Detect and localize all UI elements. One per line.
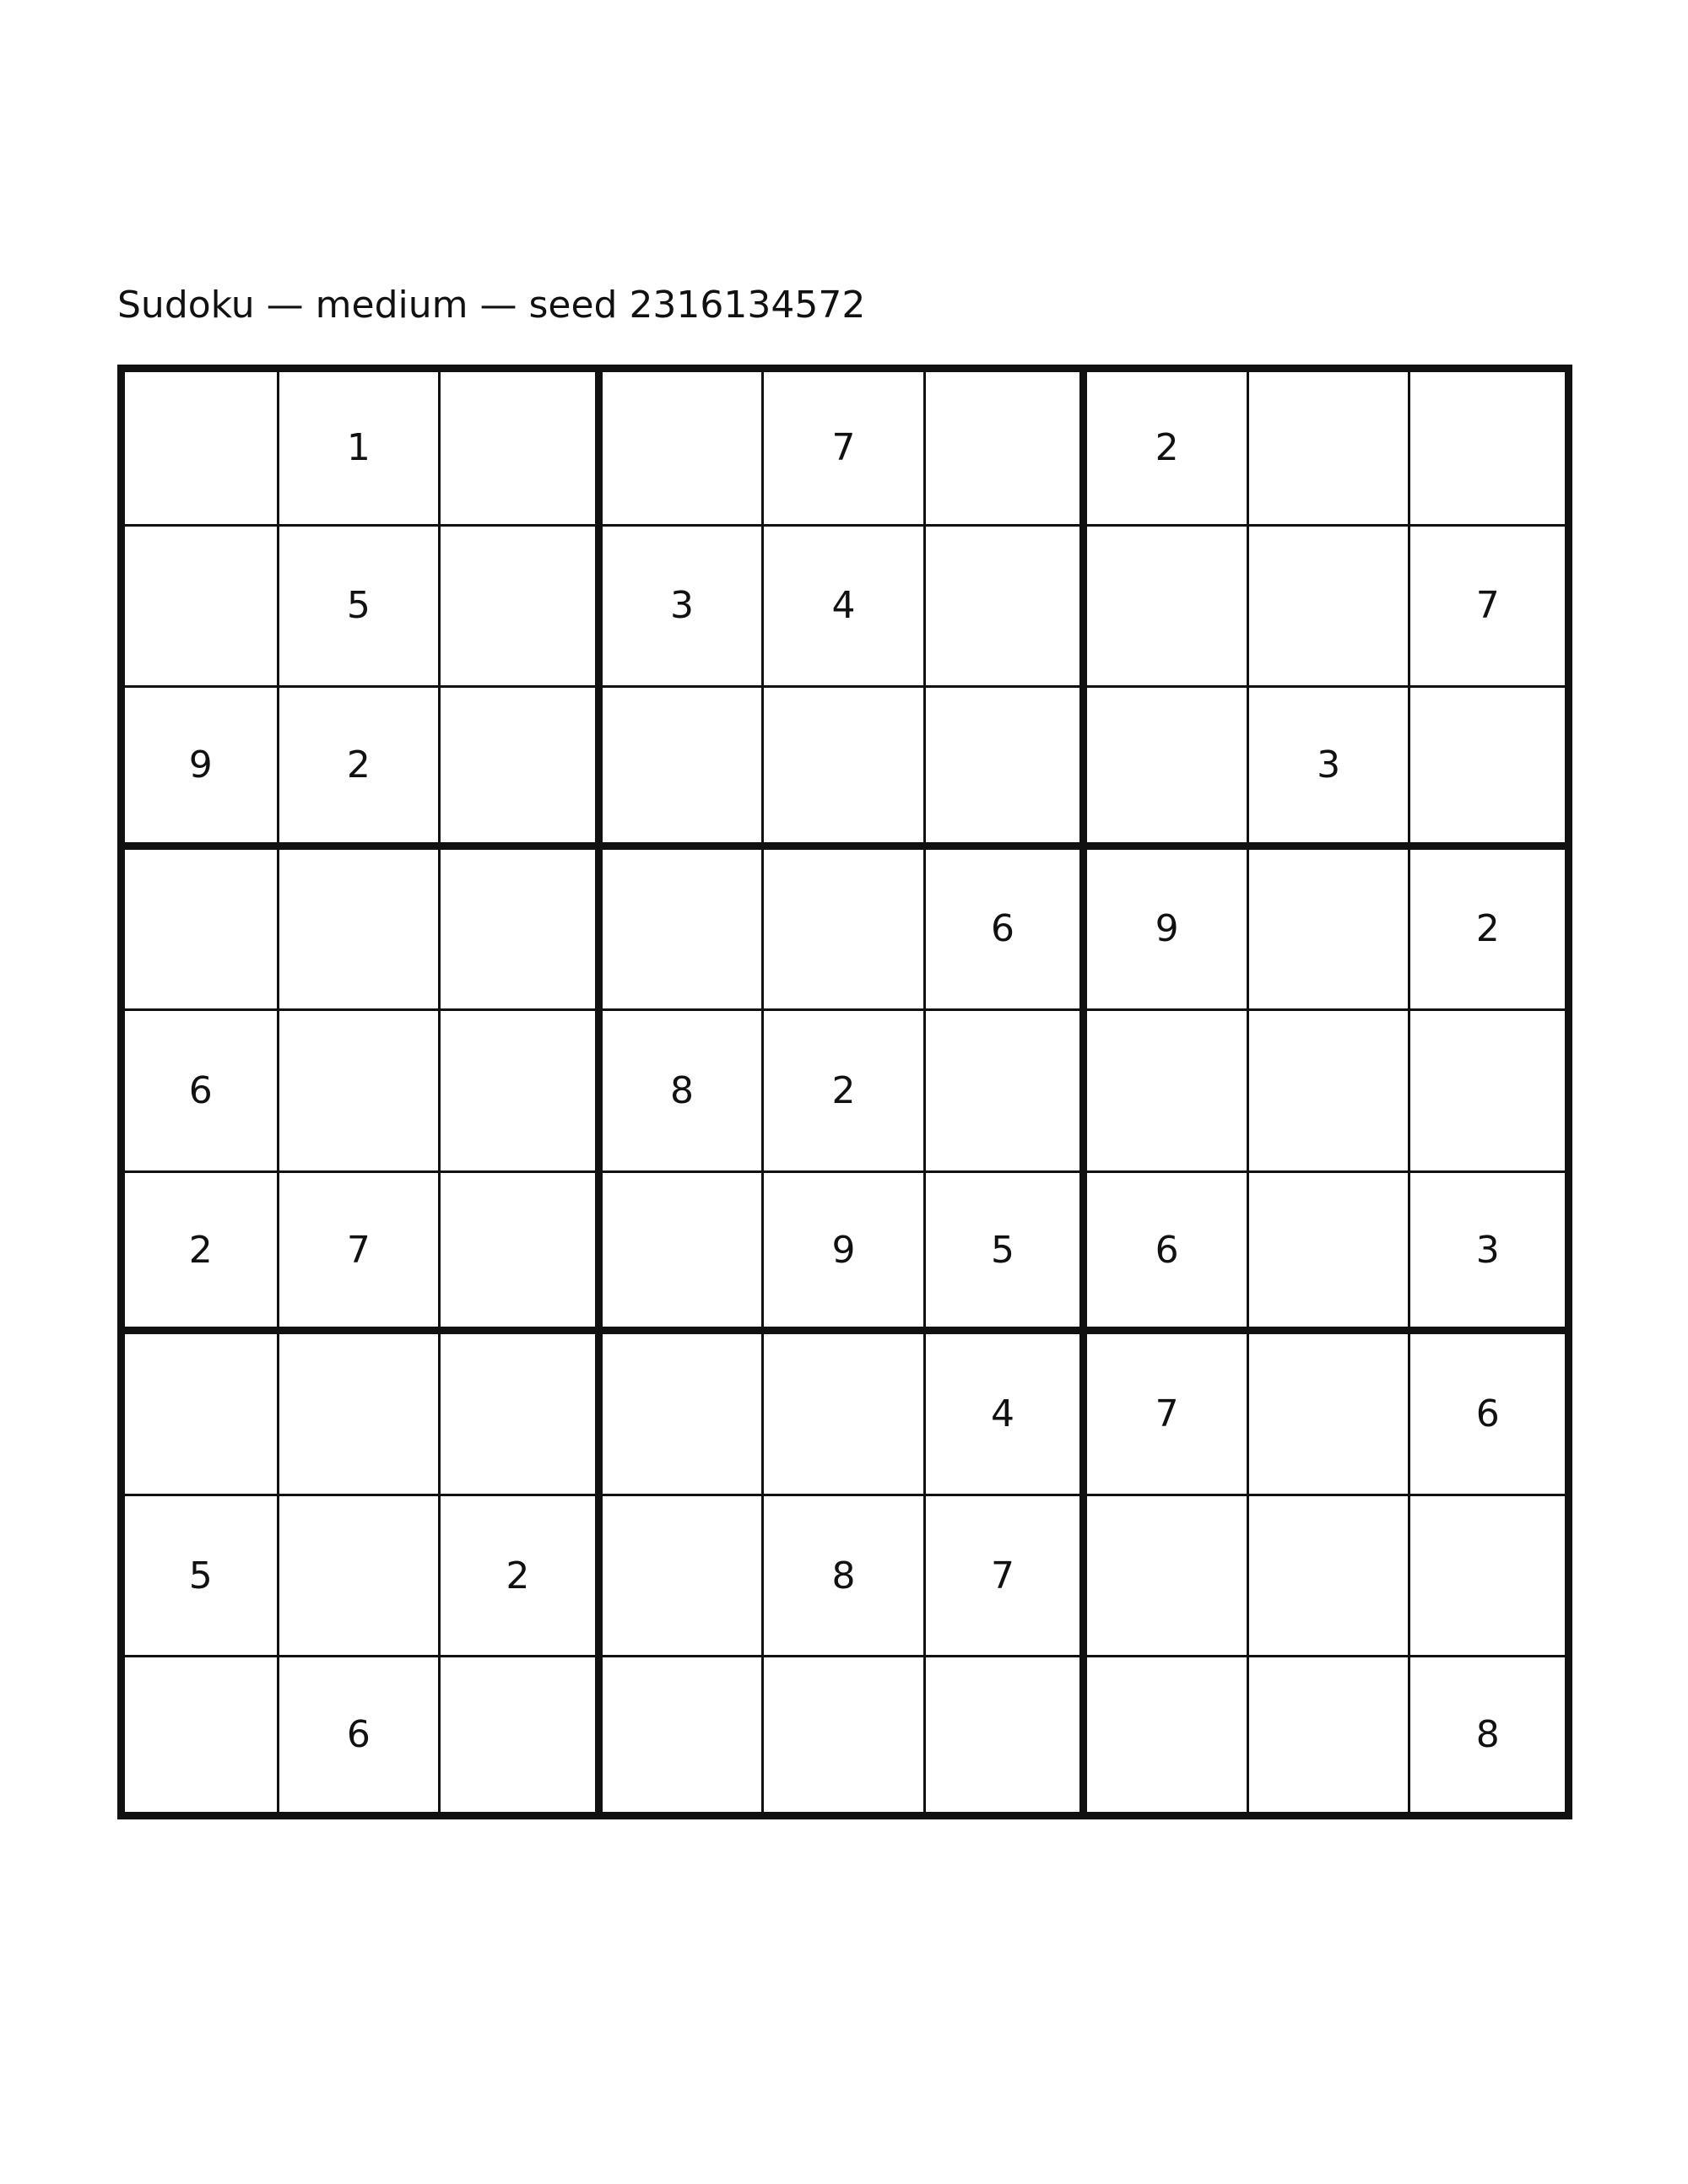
- sudoku-cell[interactable]: [117, 527, 279, 689]
- sudoku-cell[interactable]: [279, 850, 441, 1012]
- sudoku-cell[interactable]: 6: [1087, 1173, 1249, 1335]
- sudoku-cell[interactable]: 5: [117, 1496, 279, 1658]
- sudoku-cell[interactable]: [1249, 1657, 1411, 1819]
- sudoku-cell[interactable]: [117, 1657, 279, 1819]
- sudoku-cell[interactable]: [441, 1334, 603, 1496]
- sudoku-cell[interactable]: 7: [1087, 1334, 1249, 1496]
- sudoku-cell[interactable]: [764, 1657, 926, 1819]
- sudoku-cell[interactable]: [1249, 1334, 1411, 1496]
- sudoku-cell[interactable]: [603, 1173, 765, 1335]
- sudoku-cell[interactable]: [441, 850, 603, 1012]
- sudoku-cell[interactable]: [1249, 850, 1411, 1012]
- sudoku-cell[interactable]: [603, 1496, 765, 1658]
- sudoku-cell[interactable]: 9: [764, 1173, 926, 1335]
- sudoku-cell[interactable]: 6: [1410, 1334, 1572, 1496]
- sudoku-grid: [117, 365, 1572, 1819]
- sudoku-cell[interactable]: 6: [117, 1011, 279, 1173]
- sudoku-cell[interactable]: [1087, 1011, 1249, 1173]
- sudoku-cell[interactable]: [764, 850, 926, 1012]
- sudoku-cell[interactable]: [1249, 1011, 1411, 1173]
- sudoku-cell[interactable]: 7: [1410, 527, 1572, 689]
- sudoku-cell[interactable]: [1410, 365, 1572, 527]
- sudoku-cell[interactable]: [764, 1334, 926, 1496]
- sudoku-cell[interactable]: [279, 1334, 441, 1496]
- sudoku-cell[interactable]: [117, 850, 279, 1012]
- sudoku-cell[interactable]: [1087, 1657, 1249, 1819]
- sudoku-cell[interactable]: 9: [117, 688, 279, 850]
- sudoku-cell[interactable]: [117, 1334, 279, 1496]
- sudoku-cell[interactable]: [603, 688, 765, 850]
- sudoku-cell[interactable]: 7: [279, 1173, 441, 1335]
- sudoku-cell[interactable]: [603, 1334, 765, 1496]
- sudoku-cell[interactable]: 6: [279, 1657, 441, 1819]
- sudoku-cell[interactable]: [279, 1011, 441, 1173]
- sudoku-cell[interactable]: [926, 688, 1088, 850]
- sudoku-cell[interactable]: [441, 1011, 603, 1173]
- sudoku-cell[interactable]: 3: [603, 527, 765, 689]
- sudoku-cell[interactable]: 1: [279, 365, 441, 527]
- sudoku-cell[interactable]: [441, 1173, 603, 1335]
- puzzle-title: Sudoku — medium — seed 2316134572: [117, 284, 866, 327]
- sudoku-cell[interactable]: [1249, 527, 1411, 689]
- sudoku-cell[interactable]: 3: [1410, 1173, 1572, 1335]
- sudoku-cell[interactable]: [1087, 527, 1249, 689]
- sudoku-cell[interactable]: [603, 850, 765, 1012]
- sudoku-cell[interactable]: [117, 365, 279, 527]
- sudoku-cell[interactable]: [1087, 688, 1249, 850]
- sudoku-cell[interactable]: 8: [1410, 1657, 1572, 1819]
- sudoku-cell[interactable]: 7: [926, 1496, 1088, 1658]
- sudoku-cell[interactable]: 8: [764, 1496, 926, 1658]
- sudoku-cell[interactable]: [603, 365, 765, 527]
- sudoku-cell[interactable]: [441, 365, 603, 527]
- sudoku-cell[interactable]: [1410, 1496, 1572, 1658]
- sudoku-cell[interactable]: 5: [279, 527, 441, 689]
- sudoku-cell[interactable]: 4: [764, 527, 926, 689]
- sudoku-cell[interactable]: 3: [1249, 688, 1411, 850]
- sudoku-cell[interactable]: [926, 1011, 1088, 1173]
- sudoku-cell[interactable]: [603, 1657, 765, 1819]
- sudoku-cell[interactable]: 2: [117, 1173, 279, 1335]
- sudoku-cell[interactable]: 9: [1087, 850, 1249, 1012]
- sudoku-cell[interactable]: [1087, 1496, 1249, 1658]
- sudoku-cell[interactable]: [1410, 1011, 1572, 1173]
- sudoku-cell[interactable]: [926, 1657, 1088, 1819]
- sudoku-cell[interactable]: 2: [764, 1011, 926, 1173]
- sudoku-cell[interactable]: [279, 1496, 441, 1658]
- sudoku-cell[interactable]: [441, 527, 603, 689]
- sudoku-cell[interactable]: 4: [926, 1334, 1088, 1496]
- sudoku-cell[interactable]: 2: [441, 1496, 603, 1658]
- sudoku-cell[interactable]: 7: [764, 365, 926, 527]
- sudoku-cell[interactable]: [1249, 1173, 1411, 1335]
- sudoku-cell[interactable]: 2: [1410, 850, 1572, 1012]
- sudoku-cell[interactable]: [1249, 1496, 1411, 1658]
- sudoku-cell[interactable]: [1410, 688, 1572, 850]
- sudoku-cell[interactable]: [441, 1657, 603, 1819]
- sudoku-cell[interactable]: 6: [926, 850, 1088, 1012]
- sudoku-cell[interactable]: 8: [603, 1011, 765, 1173]
- sudoku-cell[interactable]: [764, 688, 926, 850]
- sudoku-cell[interactable]: [926, 527, 1088, 689]
- sudoku-cell[interactable]: 2: [279, 688, 441, 850]
- sudoku-cell[interactable]: [926, 365, 1088, 527]
- sudoku-cell[interactable]: 2: [1087, 365, 1249, 527]
- sudoku-cell[interactable]: [441, 688, 603, 850]
- sudoku-cell[interactable]: [1249, 365, 1411, 527]
- sudoku-cell[interactable]: 5: [926, 1173, 1088, 1335]
